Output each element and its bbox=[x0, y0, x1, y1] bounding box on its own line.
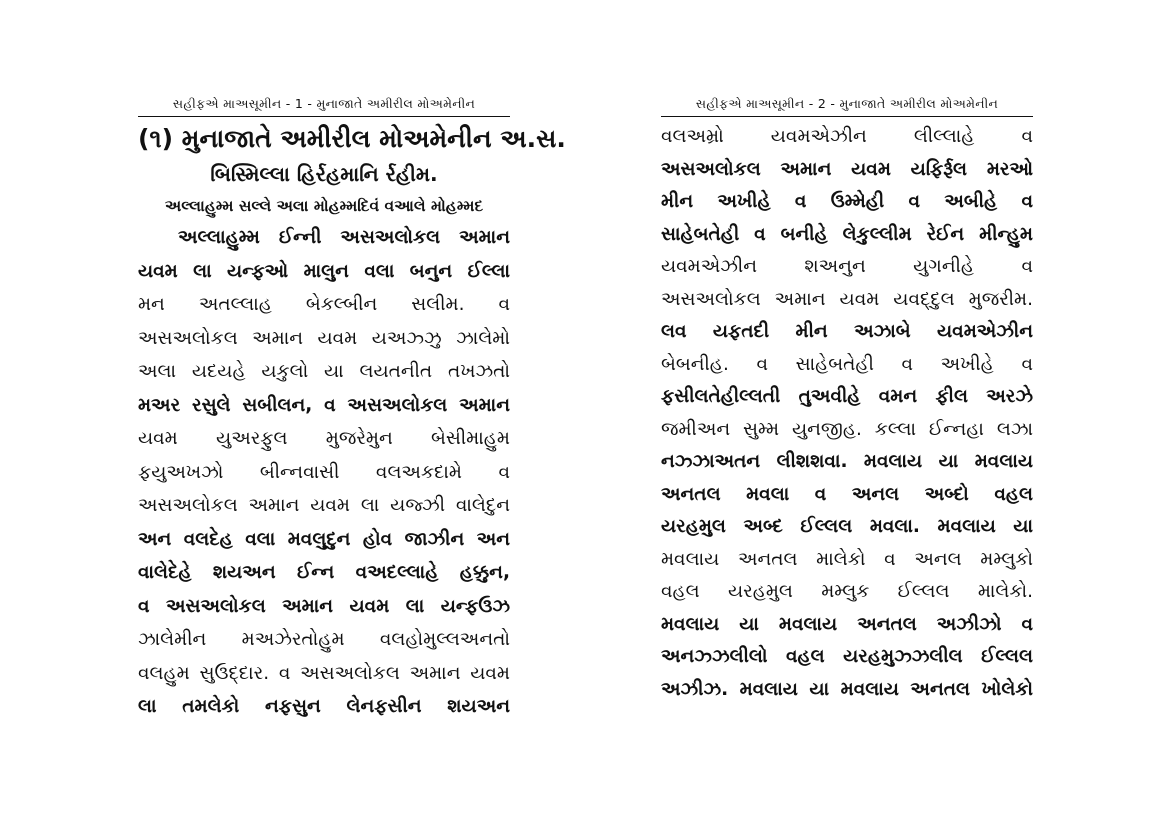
text-line: નઝ્ઝાઅતન લીશશવા. મવલાય યા મવલાય bbox=[661, 451, 1033, 472]
text-line: વાલેદેહે શયઅન ઈન્ન વઅદલ્લાહે હક્કુન, bbox=[138, 562, 510, 583]
text-line: યવમ યુઅરફુલ મુજરેમુન બેસીમાહુમ bbox=[138, 428, 510, 449]
text-line: અલ્લાહુમ્મ ઈન્ની અસઅલોકલ અમાન bbox=[178, 227, 510, 248]
text-line: જમીઅન સુમ્મ યુનજીહ. કલ્લા ઈન્નહા લઝા bbox=[661, 418, 1033, 440]
text-line: અસઅલોકલ અમાન યવમ લા યજ્ઝી વાલેદુન bbox=[138, 495, 510, 516]
text-line: વલઅમ્રો યવમએઝીન લીલ્લાહે વ bbox=[661, 126, 1033, 147]
text-line: યરહમુલ અબ્દ ઈલ્લલ મવલા. મવલાય યા bbox=[661, 516, 1033, 537]
text-line: વ અસઅલોકલ અમાન યવમ લા યન્ફઉઝ bbox=[138, 595, 510, 617]
left-page-body bbox=[138, 221, 510, 724]
text-line: મવલાય યા મવલાય અનતલ અઝીઝો વ bbox=[661, 613, 1033, 635]
text-line: મન અતલ્લાહ બેકલ્બીન સલીમ. વ bbox=[138, 294, 510, 315]
text-line: વહલ યરહમુલ મમ્લુક ઈલ્લલ માલેકો. bbox=[661, 581, 1033, 602]
text-line: ફસીલતેહીલ્લતી તુઅવીહે વમન ફીલ અરઝે bbox=[661, 386, 1033, 407]
text-line: યવમએઝીન શઅનુન યુગનીહે વ bbox=[661, 256, 1033, 277]
left-page-header: સહીફએ માઅસૂમીન - 1 - મુનાજાતે અમીરીલ મોઅમેનીન bbox=[138, 96, 510, 117]
bismillah-line: બિસ્મિલ્લા હિર્રહમાનિ ર્રહીમ. bbox=[210, 162, 438, 186]
text-line: ઝાલેમીન મઅઝેરતોહુમ વલહોમુલ્લઅનતો bbox=[138, 629, 510, 650]
left-page bbox=[138, 96, 566, 724]
salawat-line: અલ્લાહુમ્મ સલ્લે અલા મોહમ્મદિવં વઆલે મોહમ્મદ bbox=[164, 197, 484, 215]
text-line: અલા યદયહે યકુલો યા લયતનીત તખઝતો bbox=[138, 361, 510, 382]
text-line: અનઝ્ઝલીલો વહલ યરહમુઝ્ઝલીલ ઈલ્લલ bbox=[661, 646, 1033, 667]
text-line: લવ યફતદી મીન અઝાબે યવમએઝીન bbox=[661, 321, 1033, 342]
right-page-header: સહીફએ માઅસૂમીન - 2 - મુનાજાતે અમીરીલ મોઅમેનીન bbox=[661, 96, 1033, 117]
text-line: મવલાય અનતલ માલેકો વ અનલ મમ્લુકો bbox=[661, 548, 1033, 570]
text-line: અન વલદેહ વલા મવલુદુન હોવ જાઝીન અન bbox=[138, 528, 510, 550]
text-line: ફયુઅખઝો બીન્નવાસી વલઅકદામે વ bbox=[138, 461, 510, 483]
text-line: વલહુમ સુઉદ્દાર. વ અસઅલોકલ અમાન યવમ bbox=[138, 662, 510, 684]
text-line: બેબનીહ. વ સાહેબતેહી વ અખીહે વ bbox=[661, 353, 1033, 375]
right-page bbox=[661, 96, 1033, 706]
text-line: લા તમલેકો નફસુન લેનફસીન શયઅન bbox=[138, 696, 510, 717]
right-page-body bbox=[661, 121, 1033, 706]
text-line: અસઅલોકલ અમાન યવમ યવદ્દુલ મુજરીમ. bbox=[661, 288, 1033, 310]
text-line: અસઅલોકલ અમાન યવમ યફિર્રૂલ મરઓ bbox=[661, 158, 1033, 180]
text-line: અઝીઝ. મવલાય યા મવલાય અનતલ ખોલેકો bbox=[661, 678, 1033, 700]
text-line: સાહેબતેહી વ બનીહે લેકુલ્લીમ રેઈન મીન્હુમ bbox=[661, 223, 1033, 245]
text-line: મીન અખીહે વ ઉમ્મેહી વ અબીહે વ bbox=[661, 191, 1033, 212]
text-line: મઅર રસુલે સબીલન, વ અસઅલોકલ અમાન bbox=[138, 394, 510, 416]
text-line: અનતલ મવલા વ અનલ અબ્દો વહલ bbox=[661, 483, 1033, 505]
text-line: અસઅલોકલ અમાન યવમ યઅઝ્ઝુ ઝાલેમો bbox=[138, 327, 510, 349]
text-line: યવમ લા યન્ફઓ માલુન વલા બનુન ઈલ્લા bbox=[138, 260, 510, 282]
chapter-title: (૧) મુનાજાતે અમીરીલ મોઅમેનીન અ.સ. bbox=[138, 124, 566, 153]
